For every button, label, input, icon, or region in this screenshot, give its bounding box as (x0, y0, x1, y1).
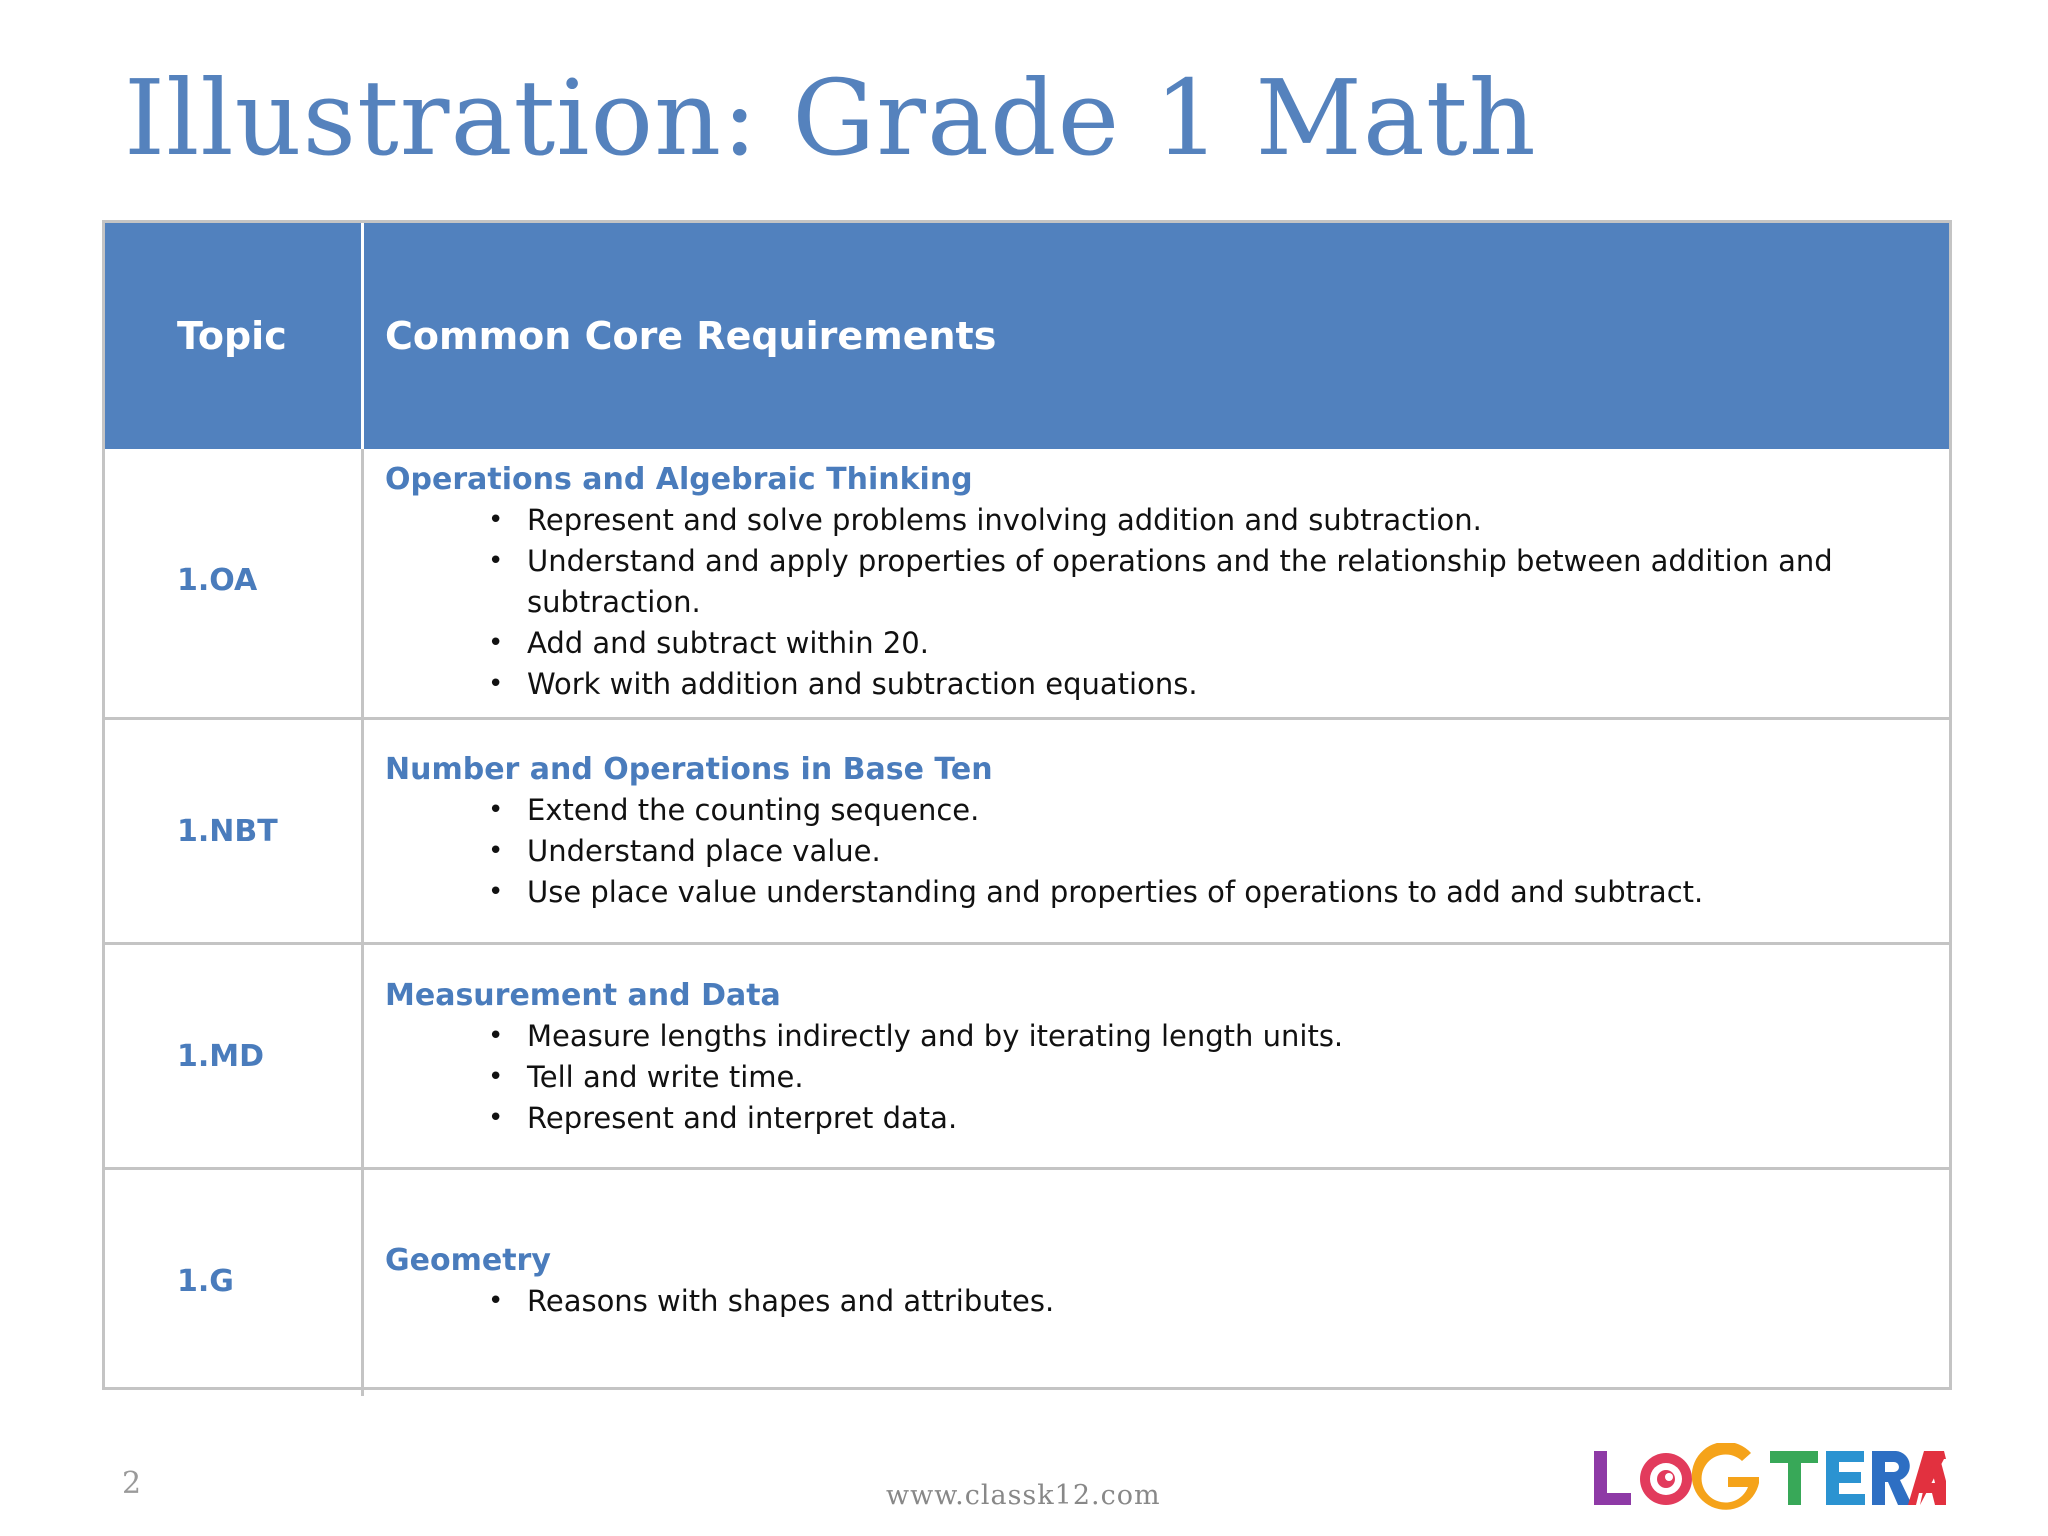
list-item: • Reasons with shapes and attributes. (488, 1281, 1889, 1322)
bullet: • (488, 795, 504, 825)
column-divider (361, 449, 364, 717)
domain-title: Number and Operations in Base Ten (385, 752, 993, 787)
list-item: • Understand and apply properties of operations and the relationship between addition and subtraction. (488, 541, 1889, 623)
logtera-logo (1586, 1443, 1946, 1513)
table-row (105, 449, 1949, 717)
list-item: • Use place value understanding and properties of operations to add and subtract. (488, 872, 1889, 913)
header-requirements: Common Core Requirements (385, 314, 997, 358)
list-item: • Measure lengths indirectly and by iterating length units. (488, 1016, 1889, 1057)
list-item: • Tell and write time. (488, 1057, 1889, 1098)
list-item: • Understand place value. (488, 831, 1889, 872)
domain-title: Operations and Algebraic Thinking (385, 462, 973, 497)
header-topic: Topic (177, 314, 287, 358)
bullet: • (488, 505, 504, 535)
bullet: • (488, 1021, 504, 1051)
bullet: • (488, 669, 504, 699)
page-number: 2 (122, 1466, 142, 1501)
bullet: • (488, 1286, 504, 1316)
domain-title: Geometry (385, 1243, 551, 1278)
list-item: • Represent and solve problems involving addition and subtraction. (488, 500, 1889, 541)
list-item: • Work with addition and subtraction equations. (488, 664, 1889, 705)
bullet: • (488, 1103, 504, 1133)
column-divider (361, 1170, 364, 1396)
table-row (105, 717, 1949, 942)
requirement-list (385, 500, 1889, 705)
requirements-cell (385, 975, 1889, 1139)
table-row (105, 942, 1949, 1167)
topic-code: 1.OA (177, 563, 258, 598)
header-divider (361, 223, 364, 449)
column-divider (361, 945, 364, 1170)
topic-code: 1.G (177, 1264, 234, 1299)
table-header-row (105, 223, 1949, 449)
slide-title: Illustration: Grade 1 Math (124, 57, 1537, 179)
bullet: • (488, 628, 504, 658)
topic-code: 1.NBT (177, 814, 278, 849)
bullet: • (488, 546, 504, 576)
list-item: • Add and subtract within 20. (488, 623, 1889, 664)
requirement-list (385, 1016, 1889, 1139)
bullet: • (488, 1062, 504, 1092)
column-divider (361, 720, 364, 945)
requirements-cell (385, 459, 1889, 705)
list-item: • Represent and interpret data. (488, 1098, 1889, 1139)
bullet: • (488, 836, 504, 866)
topic-code: 1.MD (177, 1039, 265, 1074)
requirement-list (385, 790, 1889, 913)
table-row (105, 1167, 1949, 1393)
footer-url: www.classk12.com (886, 1480, 1161, 1511)
bullet: • (488, 877, 504, 907)
domain-title: Measurement and Data (385, 978, 781, 1013)
requirements-cell (385, 749, 1889, 913)
requirements-cell (385, 1240, 1889, 1322)
list-item: • Extend the counting sequence. (488, 790, 1889, 831)
requirement-list (385, 1281, 1889, 1322)
standards-table (102, 220, 1952, 1390)
